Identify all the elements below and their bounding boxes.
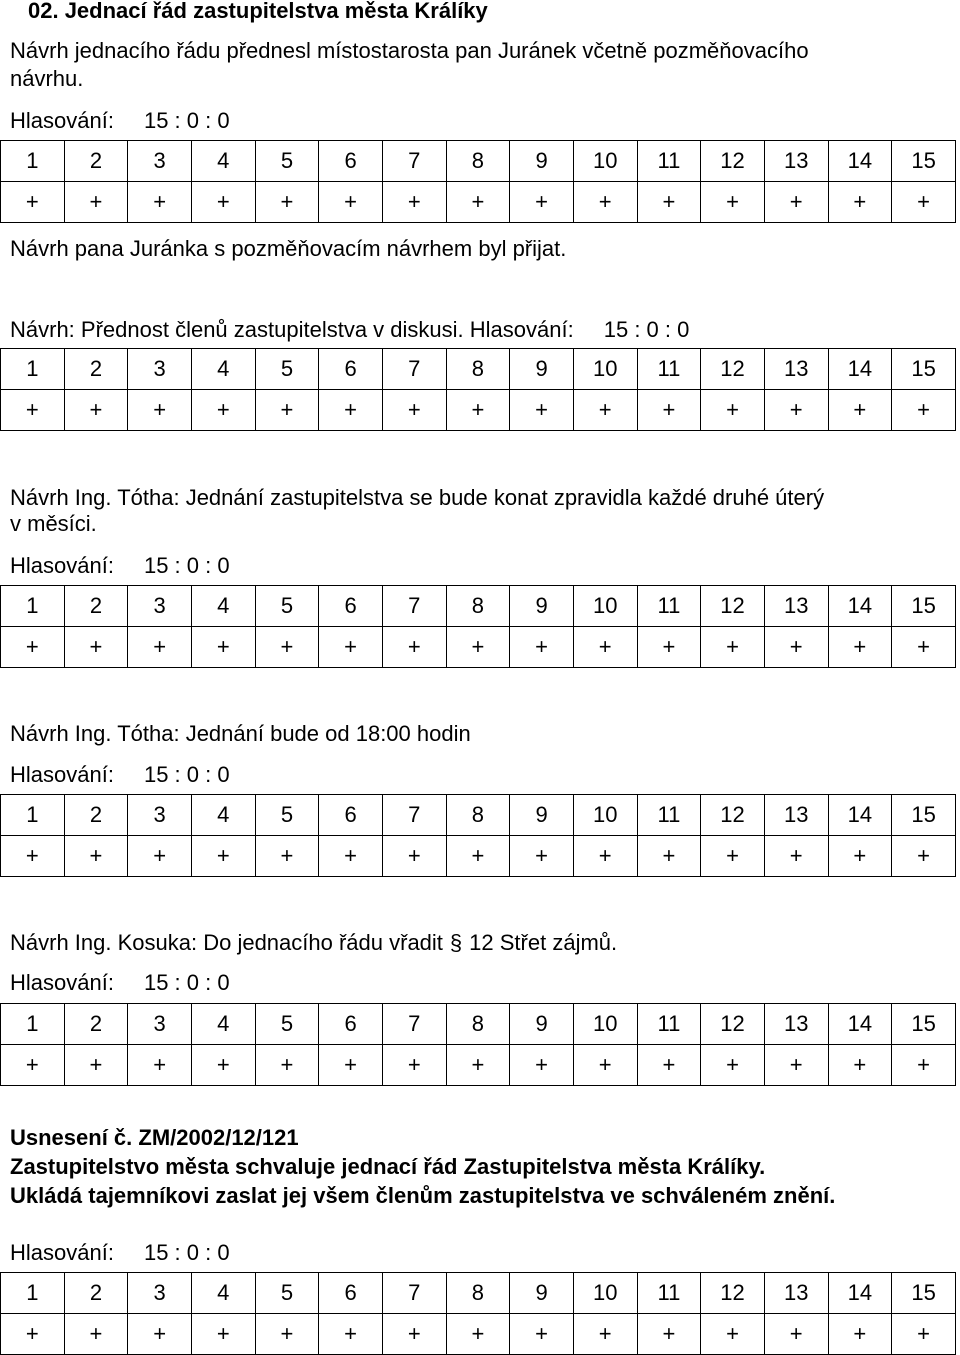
document-title: 02. Jednací řád zastupitelstva města Králíky (28, 0, 488, 23)
vote-mark-cell: + (828, 1045, 892, 1086)
vote-mark-cell: + (701, 627, 765, 668)
vote-mark-cell: + (764, 1045, 828, 1086)
member-number-cell: 1 (1, 795, 65, 836)
vote-mark-cell: + (191, 1314, 255, 1355)
vote-mark-cell: + (128, 182, 192, 223)
member-number-cell: 13 (764, 1004, 828, 1045)
member-number-cell: 13 (764, 795, 828, 836)
member-number-cell: 1 (1, 1004, 65, 1045)
member-number-row (1, 1004, 956, 1045)
vote-mark-cell: + (828, 836, 892, 877)
member-number-row (1, 1273, 956, 1314)
vote-result: 15 : 0 : 0 (143, 553, 230, 578)
member-number-cell: 7 (382, 1004, 446, 1045)
vote-mark-cell: + (64, 627, 128, 668)
member-number-cell: 8 (446, 1273, 510, 1314)
member-number-cell: 2 (64, 349, 128, 390)
member-number-cell: 4 (191, 586, 255, 627)
member-number-cell: 10 (573, 795, 637, 836)
vote-mark-cell: + (255, 1045, 319, 1086)
vote-table (0, 585, 956, 668)
vote-mark-cell: + (892, 1314, 956, 1355)
member-number-cell: 12 (701, 1004, 765, 1045)
vote-mark-cell: + (764, 836, 828, 877)
proposal-text-cont: v měsíci. (10, 511, 97, 536)
vote-mark-cell: + (446, 182, 510, 223)
member-number-cell: 2 (64, 586, 128, 627)
vote-line (10, 762, 230, 788)
vote-mark-cell: + (573, 182, 637, 223)
vote-mark-cell: + (764, 627, 828, 668)
member-number-cell: 4 (191, 1004, 255, 1045)
vote-mark-row (1, 1045, 956, 1086)
vote-mark-cell: + (892, 627, 956, 668)
vote-table (0, 348, 956, 431)
member-number-cell: 13 (764, 1273, 828, 1314)
vote-result: 15 : 0 : 0 (143, 762, 230, 787)
member-number-cell: 5 (255, 586, 319, 627)
vote-mark-cell: + (828, 182, 892, 223)
member-number-cell: 5 (255, 795, 319, 836)
vote-mark-cell: + (319, 627, 383, 668)
vote-mark-cell: + (510, 1045, 574, 1086)
vote-mark-cell: + (446, 390, 510, 431)
vote-mark-cell: + (892, 1045, 956, 1086)
vote-mark-cell: + (828, 1314, 892, 1355)
member-number-cell: 4 (191, 1273, 255, 1314)
vote-mark-cell: + (255, 1314, 319, 1355)
vote-mark-cell: + (64, 836, 128, 877)
vote-mark-cell: + (382, 836, 446, 877)
member-number-cell: 12 (701, 141, 765, 182)
vote-mark-cell: + (637, 1314, 701, 1355)
vote-result: 15 : 0 : 0 (603, 317, 690, 342)
vote-mark-cell: + (1, 1314, 65, 1355)
member-number-cell: 2 (64, 795, 128, 836)
member-number-cell: 14 (828, 1273, 892, 1314)
vote-mark-row (1, 627, 956, 668)
vote-mark-cell: + (510, 390, 574, 431)
vote-mark-cell: + (573, 627, 637, 668)
member-number-cell: 3 (128, 349, 192, 390)
vote-mark-cell: + (701, 1314, 765, 1355)
vote-table (0, 1272, 956, 1355)
vote-line (10, 1240, 230, 1266)
member-number-cell: 9 (510, 1004, 574, 1045)
member-number-cell: 6 (319, 1004, 383, 1045)
member-number-cell: 3 (128, 1004, 192, 1045)
vote-mark-cell: + (701, 182, 765, 223)
member-number-cell: 1 (1, 349, 65, 390)
vote-mark-row (1, 1314, 956, 1355)
vote-table (0, 140, 956, 223)
proposal-text: Návrh Ing. Tótha: Jednání zastupitelstva se bude konat zpravidla každé druhé úterý (10, 485, 825, 510)
member-number-cell: 9 (510, 795, 574, 836)
vote-mark-cell: + (128, 627, 192, 668)
vote-mark-cell: + (382, 1045, 446, 1086)
member-number-cell: 10 (573, 1273, 637, 1314)
vote-mark-cell: + (510, 836, 574, 877)
vote-label: Hlasování: (469, 317, 574, 342)
member-number-row (1, 349, 956, 390)
member-number-cell: 5 (255, 349, 319, 390)
vote-mark-row (1, 182, 956, 223)
vote-mark-cell: + (191, 390, 255, 431)
vote-mark-cell: + (892, 836, 956, 877)
member-number-cell: 13 (764, 586, 828, 627)
vote-mark-cell: + (637, 836, 701, 877)
vote-mark-cell: + (319, 1045, 383, 1086)
member-number-cell: 11 (637, 141, 701, 182)
vote-mark-cell: + (382, 627, 446, 668)
vote-mark-cell: + (255, 836, 319, 877)
vote-mark-cell: + (637, 627, 701, 668)
proposal-text: Návrh Ing. Kosuka: Do jednacího řádu vřadit § 12 Střet zájmů. (10, 930, 618, 955)
vote-label: Hlasování: (10, 1240, 114, 1265)
member-number-cell: 14 (828, 141, 892, 182)
member-number-row (1, 795, 956, 836)
member-number-cell: 4 (191, 349, 255, 390)
vote-mark-cell: + (255, 182, 319, 223)
vote-mark-cell: + (764, 1314, 828, 1355)
vote-mark-cell: + (319, 836, 383, 877)
vote-mark-cell: + (128, 1045, 192, 1086)
member-number-cell: 7 (382, 586, 446, 627)
vote-mark-cell: + (446, 836, 510, 877)
member-number-cell: 3 (128, 1273, 192, 1314)
member-number-cell: 11 (637, 795, 701, 836)
member-number-cell: 7 (382, 795, 446, 836)
resolution-text: Zastupitelstvo města schvaluje jednací řád Zastupitelstva města Králíky. (10, 1154, 766, 1179)
vote-mark-cell: + (764, 390, 828, 431)
member-number-cell: 4 (191, 141, 255, 182)
vote-mark-cell: + (382, 182, 446, 223)
resolution-number: Usnesení č. ZM/2002/12/121 (10, 1125, 299, 1150)
vote-mark-cell: + (64, 182, 128, 223)
proposal-text: Návrh: Přednost členů zastupitelstva v diskusi. Hlasování: 15 : 0 : 0 (10, 317, 690, 342)
vote-mark-cell: + (510, 182, 574, 223)
member-number-cell: 6 (319, 795, 383, 836)
vote-mark-cell: + (64, 390, 128, 431)
vote-mark-cell: + (64, 1045, 128, 1086)
member-number-cell: 3 (128, 586, 192, 627)
vote-mark-cell: + (382, 1314, 446, 1355)
result-text: Návrh pana Juránka s pozměňovacím návrhem byl přijat. (10, 236, 567, 261)
member-number-cell: 9 (510, 141, 574, 182)
member-number-cell: 6 (319, 349, 383, 390)
vote-mark-cell: + (446, 1314, 510, 1355)
member-number-cell: 15 (892, 1273, 956, 1314)
member-number-cell: 13 (764, 141, 828, 182)
vote-line (10, 970, 230, 996)
vote-result: 15 : 0 : 0 (143, 1240, 230, 1265)
vote-mark-cell: + (128, 1314, 192, 1355)
vote-label: Hlasování: (10, 970, 114, 995)
member-number-row (1, 141, 956, 182)
vote-mark-cell: + (701, 1045, 765, 1086)
member-number-cell: 7 (382, 349, 446, 390)
vote-mark-cell: + (319, 390, 383, 431)
section-sign-icon: § (449, 930, 463, 955)
proposal-text-cont: návrhu. (10, 66, 84, 91)
vote-label: Hlasování: (10, 108, 114, 133)
member-number-cell: 4 (191, 795, 255, 836)
vote-mark-row (1, 836, 956, 877)
member-number-cell: 9 (510, 586, 574, 627)
member-number-cell: 3 (128, 141, 192, 182)
vote-mark-cell: + (573, 390, 637, 431)
member-number-cell: 9 (510, 1273, 574, 1314)
resolution-text-cont: Ukládá tajemníkovi zaslat jej všem členům zastupitelstva ve schváleném znění. (10, 1183, 836, 1208)
vote-mark-cell: + (1, 390, 65, 431)
member-number-cell: 5 (255, 141, 319, 182)
member-number-cell: 7 (382, 141, 446, 182)
member-number-cell: 8 (446, 795, 510, 836)
member-number-cell: 11 (637, 1273, 701, 1314)
member-number-cell: 11 (637, 1004, 701, 1045)
member-number-cell: 8 (446, 141, 510, 182)
vote-result: 15 : 0 : 0 (143, 970, 230, 995)
member-number-cell: 14 (828, 349, 892, 390)
vote-mark-cell: + (637, 390, 701, 431)
vote-mark-cell: + (637, 1045, 701, 1086)
vote-mark-cell: + (828, 390, 892, 431)
vote-label: Hlasování: (10, 553, 114, 578)
vote-mark-cell: + (701, 836, 765, 877)
vote-mark-cell: + (892, 390, 956, 431)
vote-label: Hlasování: (10, 762, 114, 787)
member-number-cell: 6 (319, 141, 383, 182)
vote-mark-cell: + (255, 390, 319, 431)
member-number-cell: 8 (446, 1004, 510, 1045)
member-number-cell: 13 (764, 349, 828, 390)
vote-mark-cell: + (191, 836, 255, 877)
vote-mark-cell: + (637, 182, 701, 223)
member-number-cell: 15 (892, 349, 956, 390)
vote-mark-cell: + (128, 836, 192, 877)
vote-mark-cell: + (764, 182, 828, 223)
vote-mark-cell: + (319, 182, 383, 223)
member-number-cell: 8 (446, 349, 510, 390)
member-number-cell: 15 (892, 1004, 956, 1045)
vote-mark-cell: + (573, 1314, 637, 1355)
member-number-cell: 1 (1, 1273, 65, 1314)
vote-mark-cell: + (319, 1314, 383, 1355)
member-number-cell: 5 (255, 1004, 319, 1045)
vote-mark-cell: + (1, 627, 65, 668)
member-number-cell: 12 (701, 586, 765, 627)
member-number-cell: 11 (637, 586, 701, 627)
vote-mark-cell: + (510, 1314, 574, 1355)
vote-mark-cell: + (573, 836, 637, 877)
member-number-cell: 5 (255, 1273, 319, 1314)
member-number-cell: 9 (510, 349, 574, 390)
vote-mark-cell: + (573, 1045, 637, 1086)
member-number-cell: 2 (64, 141, 128, 182)
member-number-cell: 10 (573, 1004, 637, 1045)
member-number-cell: 10 (573, 349, 637, 390)
vote-mark-cell: + (1, 836, 65, 877)
member-number-cell: 14 (828, 1004, 892, 1045)
vote-mark-cell: + (382, 390, 446, 431)
vote-mark-cell: + (64, 1314, 128, 1355)
vote-mark-cell: + (828, 627, 892, 668)
member-number-cell: 1 (1, 586, 65, 627)
vote-line (10, 553, 230, 579)
member-number-cell: 12 (701, 1273, 765, 1314)
vote-mark-cell: + (446, 1045, 510, 1086)
member-number-cell: 2 (64, 1273, 128, 1314)
member-number-cell: 15 (892, 586, 956, 627)
member-number-cell: 2 (64, 1004, 128, 1045)
member-number-cell: 15 (892, 795, 956, 836)
member-number-cell: 11 (637, 349, 701, 390)
vote-mark-cell: + (1, 1045, 65, 1086)
member-number-cell: 12 (701, 795, 765, 836)
vote-table (0, 794, 956, 877)
member-number-cell: 6 (319, 1273, 383, 1314)
member-number-cell: 12 (701, 349, 765, 390)
vote-mark-cell: + (446, 627, 510, 668)
vote-result: 15 : 0 : 0 (143, 108, 230, 133)
vote-line (10, 108, 230, 134)
member-number-cell: 6 (319, 586, 383, 627)
vote-mark-row (1, 390, 956, 431)
member-number-cell: 15 (892, 141, 956, 182)
proposal-text: Návrh jednacího řádu přednesl místostarosta pan Juránek včetně pozměňovacího (10, 38, 809, 63)
vote-mark-cell: + (128, 390, 192, 431)
member-number-cell: 7 (382, 1273, 446, 1314)
member-number-cell: 8 (446, 586, 510, 627)
member-number-row (1, 586, 956, 627)
vote-mark-cell: + (191, 627, 255, 668)
proposal-text: Návrh Ing. Tótha: Jednání bude od 18:00 hodin (10, 721, 471, 746)
vote-table (0, 1003, 956, 1086)
vote-mark-cell: + (191, 1045, 255, 1086)
vote-mark-cell: + (191, 182, 255, 223)
vote-mark-cell: + (255, 627, 319, 668)
member-number-cell: 1 (1, 141, 65, 182)
member-number-cell: 14 (828, 795, 892, 836)
vote-mark-cell: + (892, 182, 956, 223)
vote-mark-cell: + (1, 182, 65, 223)
vote-mark-cell: + (701, 390, 765, 431)
vote-mark-cell: + (510, 627, 574, 668)
member-number-cell: 14 (828, 586, 892, 627)
member-number-cell: 3 (128, 795, 192, 836)
member-number-cell: 10 (573, 141, 637, 182)
member-number-cell: 10 (573, 586, 637, 627)
